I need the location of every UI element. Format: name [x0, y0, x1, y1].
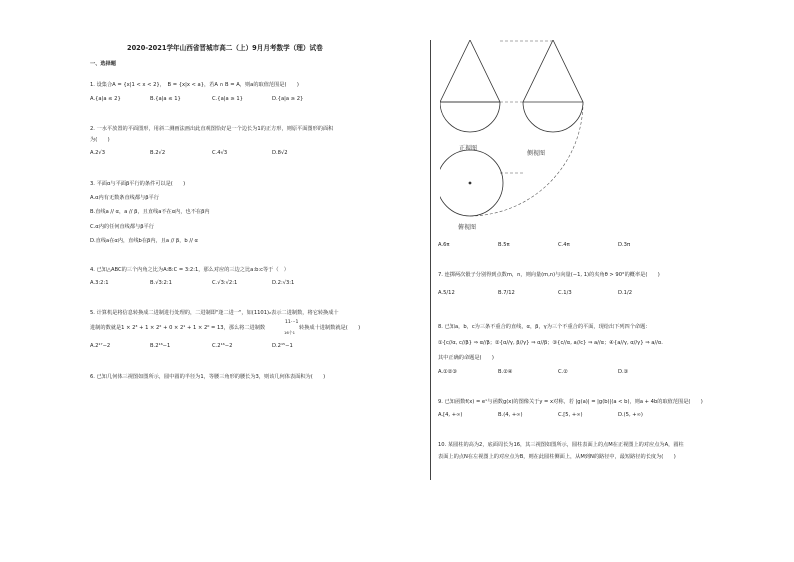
question-8-option-d: D.③: [618, 369, 629, 375]
question-6-option-c: C.4π: [558, 242, 570, 248]
question-7-option-b: B.7/12: [498, 290, 515, 296]
question-9-option-d: D.(5, +∞): [618, 412, 643, 418]
question-9-option-c: C.[5, +∞): [558, 412, 583, 418]
question-6-option-d: D.3π: [618, 242, 631, 248]
question-5-stem-line1: 5. 计算机是将信息转换成二进制进行处理的，二进制即"逢二进一"，如(1101)₂表示二进制数，将它转换成十: [90, 310, 339, 316]
question-3-option-b: B.直线a // α，a // β，且直线a不在α内，也不在β内: [90, 209, 210, 215]
question-4-option-b: B.√3:2:1: [150, 280, 172, 286]
question-8-prompt: 其中正确的命题是( ): [438, 355, 494, 361]
question-1-option-b: B.{a|a ≤ 1}: [150, 96, 181, 102]
question-10-stem-line1: 10. 某圆柱的高为2，底面周长为16，其三视图如图所示，圆柱表面上的点M在正视图上的对应点为A，圆柱: [438, 442, 684, 448]
question-1-option-c: C.{a|a ≥ 1}: [212, 96, 243, 102]
question-7-option-a: A.5/12: [438, 290, 455, 296]
question-4-option-d: D.2:√3:1: [272, 280, 295, 286]
front-view-label: 正视图: [459, 145, 478, 152]
question-2-stem-line2: 为( ): [90, 137, 110, 143]
question-10-stem-line2: 表面上的点N在左视图上的对应点为B，则在此圆柱侧面上，从M到N的路径中，最短路径的长度为( ): [438, 454, 676, 460]
question-6-option-a: A.6π: [438, 242, 450, 248]
question-8-propositions: ①{c//α, c//β} ⇒ α//β；②{α//γ, β//γ} ⇒ α//β；③{c//α, a//c} ⇒ a//α；④{a//γ, α//γ} ⇒ a//α.: [438, 340, 663, 346]
question-2-option-c: C.4√3: [212, 150, 228, 156]
question-1-stem: 1. 设集合A = {x|1 < x < 2}， B = {x|x < a}，若A ∩ B = A，则a的取值范围是( ): [90, 82, 299, 88]
question-5-binary-count: 16个1: [284, 330, 296, 335]
question-8-option-a: A.①②③: [438, 369, 458, 375]
side-view: [523, 40, 583, 132]
question-5-stem-line2: 进制的数就是1 × 2³ + 1 × 2² + 0 × 2¹ + 1 × 2⁰ = 13，那么将二进制数: [90, 325, 266, 331]
question-4-option-c: C.√3:√2:1: [212, 280, 238, 286]
question-4-option-a: A.3:2:1: [90, 280, 109, 286]
question-7-option-d: D.1/2: [618, 290, 632, 296]
question-1-option-a: A.{a|a ≤ 2}: [90, 96, 121, 102]
section-heading: 一、选择题: [90, 61, 116, 67]
question-2-stem-line1: 2. 一水平放置的平面图形，用斜二测画法画出此直观图恰好是一个边长为1的正方形，则原平面图形的面积: [90, 126, 334, 132]
question-3-option-d: D.直线a在α内，直线b在β内，且a // β，b // α: [90, 238, 198, 244]
question-2-option-b: B.2√2: [150, 150, 166, 156]
question-5-option-a: A.2¹⁷−2: [90, 343, 111, 349]
question-5-binary-number: 11⋯1: [285, 320, 299, 325]
question-6-stem: 6. 已知几何体三视图如图所示，圆中圆的半径为1，等腰三角形的腰长为3，则该几何体表面积为( ): [90, 374, 326, 380]
front-view: [440, 40, 500, 132]
question-9-option-b: B.(4, +∞): [498, 412, 523, 418]
question-8-option-c: C.②: [558, 369, 568, 375]
question-2-option-d: D.8√2: [272, 150, 288, 156]
page-title: 2020-2021学年山西省晋城市高二（上）9月月考数学（理）试卷: [127, 44, 323, 52]
question-2-option-a: A.2√3: [90, 150, 106, 156]
question-1-option-d: D.{a|a ≥ 2}: [272, 96, 304, 102]
column-divider: [430, 40, 431, 480]
question-3-stem: 3. 平面α与平面β平行的条件可以是( ): [90, 181, 186, 187]
three-view-figure: [440, 40, 620, 240]
question-8-stem: 8. 已知a，b，c为三条不重合的直线，α，β，γ为三个不重合的平面，现给出下列四个命题：: [438, 324, 651, 330]
question-9-option-a: A.[4, +∞): [438, 412, 463, 418]
question-7-option-c: C.1/3: [558, 290, 572, 296]
question-5-option-d: D.2¹⁵−1: [272, 343, 293, 349]
question-6-option-b: B.5π: [498, 242, 510, 248]
question-8-option-b: B.②④: [498, 369, 513, 375]
top-view-label: 俯视图: [458, 224, 477, 231]
question-5-option-b: B.2¹⁶−1: [150, 343, 171, 349]
question-3-option-a: A.α内有无数条直线都与β平行: [90, 195, 159, 201]
top-view: [440, 150, 503, 216]
question-9-stem: 9. 已知函数f(x) = eˣ与函数g(x)的图像关于y = x对称，若 |g(a)| = |g(b)|(a < b)，则a + 4b的取值范围是( ): [438, 399, 703, 405]
side-view-label: 侧视图: [527, 150, 546, 157]
question-5-option-c: C.2¹⁶−2: [212, 343, 233, 349]
question-4-stem: 4. 已知△ABC的三个内角之比为A:B:C = 3:2:1，那么对应的三边之比a:b:c等于（ ）: [90, 267, 289, 273]
question-5-stem-line3: 转换成十进制数就是( ): [299, 325, 361, 331]
question-3-option-c: C.α内的任何直线都与β平行: [90, 224, 154, 230]
question-7-stem: 7. 连掷两次骰子分别得到点数m，n，则向量(m,n)与向量(−1, 1)的夹角θ > 90°的概率是( ): [438, 272, 660, 278]
